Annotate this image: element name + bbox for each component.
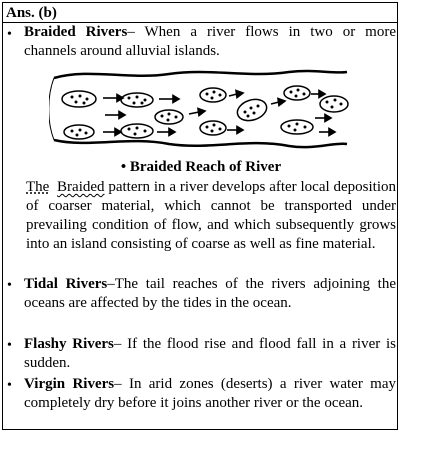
figure-caption bbox=[3, 158, 399, 177]
braided-river-figure bbox=[49, 66, 349, 150]
answer-label: Ans. (b) bbox=[6, 5, 57, 21]
item-separator: – bbox=[113, 336, 122, 352]
item-text: If the flood rise and flood fall in a river is sudden. bbox=[24, 336, 396, 371]
caption-bullet-icon: • bbox=[120, 159, 127, 175]
bullet-icon: • bbox=[7, 27, 12, 42]
item-text: In arid zones (deserts) a river water may completely dry before it joins another river or the ocean. bbox=[24, 376, 396, 411]
item-tidal-rivers bbox=[24, 275, 396, 313]
item-separator: – bbox=[114, 376, 122, 392]
bullet-icon: • bbox=[7, 278, 12, 293]
item-separator: – bbox=[127, 24, 135, 40]
explanation-text: pattern in a river develops after local deposition of coarser material, which cannot be transported under prevailing condition of flow, and which subsequently grows into an island consisting of coarse as well as fine material. bbox=[26, 179, 397, 252]
bullet-icon: • bbox=[7, 378, 12, 393]
item-term: Virgin Rivers bbox=[24, 376, 115, 392]
bullet-icon: • bbox=[7, 338, 12, 353]
item-term: Tidal Rivers bbox=[24, 276, 108, 292]
item-separator: – bbox=[107, 276, 115, 292]
item-braided-rivers bbox=[24, 23, 396, 61]
explanation-lead-braided: Braided bbox=[57, 179, 105, 195]
explanation-lead-the: The bbox=[26, 179, 50, 195]
caption-text: Braided Reach of River bbox=[129, 159, 282, 175]
answer-box bbox=[2, 2, 398, 430]
item-text: The tail reaches of the rivers adjoining the oceans are affected by the tides in the ocean. bbox=[24, 276, 396, 311]
item-term: Flashy Rivers bbox=[24, 336, 114, 352]
item-term: Braided Rivers bbox=[24, 24, 128, 40]
item-text: When a river flows in two or more channels around alluvial islands. bbox=[24, 24, 396, 59]
item-flashy-rivers bbox=[24, 335, 396, 373]
item-virgin-rivers bbox=[24, 375, 396, 413]
braided-explanation bbox=[26, 178, 396, 254]
